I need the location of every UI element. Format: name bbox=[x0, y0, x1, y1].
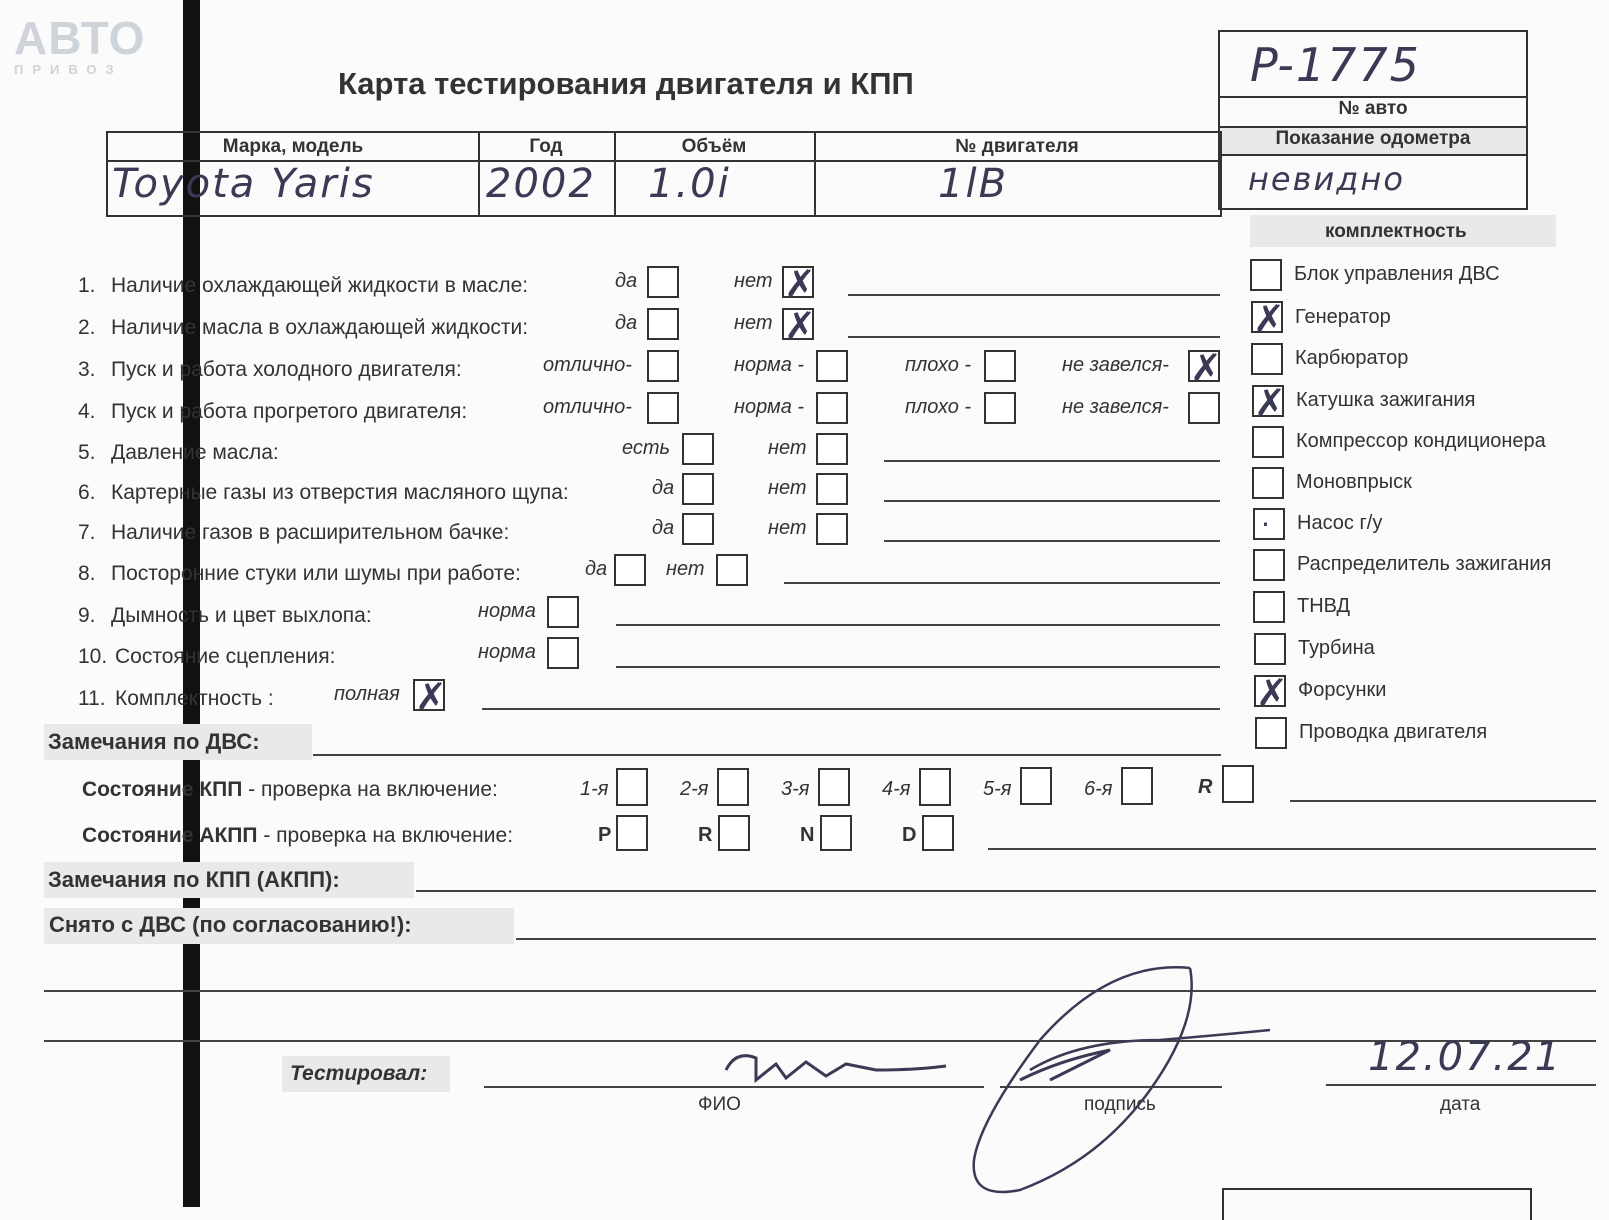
q4-num: 4. bbox=[78, 400, 96, 423]
page-title: Карта тестирования двигателя и КПП bbox=[338, 66, 914, 101]
q9-line bbox=[616, 624, 1220, 626]
comp-label-ignition-coil: Катушка зажигания bbox=[1296, 389, 1476, 411]
kpp-gear-5-label: 5-я bbox=[983, 778, 1012, 800]
value-model: Toyota Yaris bbox=[112, 161, 375, 207]
q2-no-mark: ✗ bbox=[784, 304, 816, 348]
q10-num: 10. bbox=[78, 645, 108, 668]
removed-label-rest: (по согласованию!): bbox=[186, 912, 412, 937]
q4-bad-checkbox[interactable] bbox=[984, 392, 1016, 424]
fio-label: ФИО bbox=[698, 1094, 741, 1115]
q6-opt-no: нет bbox=[768, 477, 807, 499]
q5-num: 5. bbox=[78, 441, 96, 464]
q1-yes-checkbox[interactable] bbox=[647, 266, 679, 298]
q8-num: 8. bbox=[78, 562, 96, 585]
blank-line-1 bbox=[44, 990, 1596, 992]
q10-opt-normal: норма bbox=[478, 641, 536, 663]
comp-label-injectors: Форсунки bbox=[1298, 679, 1387, 701]
comp-label-carburetor: Карбюратор bbox=[1295, 347, 1409, 369]
car-number-value: P-1775 bbox=[1250, 38, 1421, 92]
q4-normal-checkbox[interactable] bbox=[816, 392, 848, 424]
completeness-title: комплектность bbox=[1325, 221, 1467, 242]
q9-text: Дымность и цвет выхлопа: bbox=[111, 604, 372, 627]
odometer-label: Показание одометра bbox=[1275, 128, 1471, 149]
comp-mark-ps-pump: · bbox=[1261, 508, 1270, 541]
engine-remarks-line bbox=[313, 754, 1221, 756]
q4-excellent-checkbox[interactable] bbox=[647, 392, 679, 424]
removed-label-bold: Снято с ДВС bbox=[49, 912, 187, 937]
q7-text: Наличие газов в расширительном бачке: bbox=[111, 521, 510, 544]
q1-text: Наличие охлаждающей жидкости в масле: bbox=[111, 274, 529, 297]
comp-label-ecu: Блок управления ДВС bbox=[1294, 263, 1500, 285]
col-header-volume: Объём bbox=[681, 136, 747, 157]
akpp-mode-p-checkbox[interactable] bbox=[616, 815, 648, 851]
kpp-gear-1-checkbox[interactable] bbox=[616, 768, 648, 806]
akpp-mode-n-checkbox[interactable] bbox=[820, 815, 852, 851]
comp-label-ps-pump: Насос г/у bbox=[1297, 512, 1383, 534]
tester-name-scribble bbox=[716, 1040, 956, 1090]
engine-remarks-label: Замечания по ДВС: bbox=[48, 729, 260, 754]
q11-text: Комплектность : bbox=[115, 687, 274, 710]
comp-checkbox-carburetor[interactable] bbox=[1251, 343, 1283, 375]
date-label: дата bbox=[1440, 1094, 1481, 1115]
kpp-remarks-label: Замечания по КПП (АКПП): bbox=[48, 867, 340, 892]
q8-line bbox=[784, 582, 1220, 584]
comp-mark-generator: ✗ bbox=[1253, 297, 1285, 341]
q7-opt-no: нет bbox=[768, 517, 807, 539]
value-volume: 1.0i bbox=[648, 161, 731, 207]
kpp-gear-r-checkbox[interactable] bbox=[1222, 765, 1254, 803]
q8-opt-no: нет bbox=[666, 558, 705, 580]
comp-checkbox-ecu[interactable] bbox=[1250, 259, 1282, 291]
q5-opt-no: нет bbox=[768, 437, 807, 459]
removed-line bbox=[516, 938, 1596, 940]
kpp-gear-2-checkbox[interactable] bbox=[717, 768, 749, 806]
comp-checkbox-fuel-pump[interactable] bbox=[1253, 591, 1285, 623]
comp-checkbox-mono-injection[interactable] bbox=[1252, 467, 1284, 499]
comp-checkbox-wiring[interactable] bbox=[1255, 717, 1287, 749]
akpp-mode-r-checkbox[interactable] bbox=[718, 815, 750, 851]
akpp-mode-d-label: D bbox=[902, 824, 917, 846]
q7-line bbox=[884, 540, 1220, 542]
q11-opt-full: полная bbox=[334, 683, 400, 705]
q3-excellent-checkbox[interactable] bbox=[647, 350, 679, 382]
logo bbox=[14, 14, 164, 77]
q3-num: 3. bbox=[78, 358, 96, 381]
q7-opt-yes: да bbox=[652, 517, 675, 539]
q3-bad-checkbox[interactable] bbox=[984, 350, 1016, 382]
kpp-label bbox=[82, 778, 498, 802]
kpp-gear-2-label: 2-я bbox=[680, 778, 709, 800]
comp-label-fuel-pump: ТНВД bbox=[1297, 595, 1351, 617]
q6-line bbox=[884, 500, 1220, 502]
logo-main-text: АВТО bbox=[14, 12, 146, 64]
kpp-gear-3-checkbox[interactable] bbox=[818, 768, 850, 806]
q10-normal-checkbox[interactable] bbox=[547, 637, 579, 669]
comp-label-wiring: Проводка двигателя bbox=[1299, 721, 1488, 743]
car-number-box bbox=[1218, 30, 1528, 210]
q7-num: 7. bbox=[78, 521, 96, 544]
akpp-label bbox=[82, 824, 513, 848]
col-header-engine-number: № двигателя bbox=[955, 136, 1079, 157]
tested-label: Тестировал: bbox=[290, 1062, 428, 1085]
sign-label: подпись bbox=[1084, 1094, 1156, 1115]
q4-opt-bad: плохо - bbox=[905, 396, 972, 418]
akpp-mode-d-checkbox[interactable] bbox=[922, 815, 954, 851]
q5-yes-checkbox[interactable] bbox=[682, 433, 714, 465]
q4-opt-no-start: не завелся- bbox=[1062, 396, 1169, 418]
q4-opt-normal: норма - bbox=[734, 396, 805, 418]
comp-checkbox-turbine[interactable] bbox=[1254, 633, 1286, 665]
q8-text: Посторонние стуки или шумы при работе: bbox=[111, 562, 521, 585]
akpp-mode-p-label: P bbox=[598, 824, 612, 846]
q3-opt-normal: норма - bbox=[734, 354, 805, 376]
comp-label-mono-injection: Моновпрыск bbox=[1296, 471, 1412, 493]
col-header-model: Марка, модель bbox=[222, 136, 364, 157]
akpp-line bbox=[988, 848, 1596, 850]
q11-full-mark: ✗ bbox=[415, 675, 447, 719]
kpp-gear-4-label: 4-я bbox=[882, 778, 911, 800]
q2-opt-yes: да bbox=[615, 312, 638, 334]
q4-no-start-checkbox[interactable] bbox=[1188, 392, 1220, 424]
q3-opt-bad: плохо - bbox=[905, 354, 972, 376]
q7-no-checkbox[interactable] bbox=[816, 513, 848, 545]
kpp-gear-r-label: R bbox=[1198, 776, 1213, 798]
q1-no-mark: ✗ bbox=[784, 262, 816, 306]
q3-normal-checkbox[interactable] bbox=[816, 350, 848, 382]
kpp-label-rest: - проверка на включение: bbox=[242, 778, 498, 801]
q7-yes-checkbox[interactable] bbox=[682, 513, 714, 545]
date-value: 12.07.21 bbox=[1368, 1034, 1563, 1080]
akpp-mode-n-label: N bbox=[800, 824, 815, 846]
kpp-gear-6-label: 6-я bbox=[1084, 778, 1113, 800]
q3-text: Пуск и работа холодного двигателя: bbox=[111, 358, 462, 381]
date-line bbox=[1326, 1084, 1596, 1086]
kpp-gear-1-label: 1-я bbox=[580, 778, 609, 800]
kpp-gear-3-label: 3-я bbox=[781, 778, 810, 800]
q9-num: 9. bbox=[78, 604, 96, 627]
akpp-label-rest: - проверка на включение: bbox=[257, 824, 514, 847]
akpp-mode-r-label: R bbox=[698, 824, 713, 846]
q2-num: 2. bbox=[78, 316, 96, 339]
q1-line bbox=[848, 294, 1220, 296]
q5-text: Давление масла: bbox=[111, 441, 279, 464]
kpp-line bbox=[1290, 800, 1596, 802]
comp-checkbox-ac-compressor[interactable] bbox=[1252, 426, 1284, 458]
kpp-gear-6-checkbox[interactable] bbox=[1121, 767, 1153, 805]
q6-num: 6. bbox=[78, 481, 96, 504]
col-header-year: Год bbox=[529, 136, 563, 157]
comp-label-turbine: Турбина bbox=[1298, 637, 1375, 659]
q3-opt-excellent: отлично- bbox=[543, 354, 632, 376]
q9-opt-normal: норма bbox=[478, 600, 536, 622]
q8-yes-checkbox[interactable] bbox=[614, 554, 646, 586]
q3-opt-no-start: не завелся- bbox=[1062, 354, 1169, 376]
q1-num: 1. bbox=[78, 274, 96, 297]
q10-text: Состояние сцепления: bbox=[115, 645, 336, 668]
q5-line bbox=[884, 460, 1220, 462]
kpp-gear-4-checkbox[interactable] bbox=[919, 768, 951, 806]
kpp-label-bold: Состояние КПП bbox=[82, 778, 243, 801]
comp-mark-ignition-coil: ✗ bbox=[1254, 381, 1286, 425]
comp-label-distributor: Распределитель зажигания bbox=[1297, 553, 1552, 575]
q11-num: 11. bbox=[78, 687, 106, 710]
vehicle-table bbox=[106, 131, 1222, 217]
q2-opt-no: нет bbox=[734, 312, 773, 334]
q11-line bbox=[482, 708, 1220, 710]
signature-scribble bbox=[960, 960, 1280, 1207]
odometer-value: невидно bbox=[1248, 160, 1405, 198]
kpp-remarks-line bbox=[416, 890, 1596, 892]
q2-yes-checkbox[interactable] bbox=[647, 308, 679, 340]
q6-no-checkbox[interactable] bbox=[816, 473, 848, 505]
comp-label-generator: Генератор bbox=[1295, 306, 1391, 328]
removed-label bbox=[49, 912, 412, 938]
q8-no-checkbox[interactable] bbox=[716, 554, 748, 586]
q8-opt-yes: да bbox=[585, 558, 608, 580]
q1-opt-no: нет bbox=[734, 270, 773, 292]
q9-normal-checkbox[interactable] bbox=[547, 596, 579, 628]
q10-line bbox=[616, 666, 1220, 668]
comp-checkbox-distributor[interactable] bbox=[1253, 549, 1285, 581]
value-year: 2002 bbox=[486, 161, 596, 207]
car-number-label: № авто bbox=[1338, 98, 1408, 119]
comp-label-ac-compressor: Компрессор кондиционера bbox=[1296, 430, 1546, 452]
q5-no-checkbox[interactable] bbox=[816, 433, 848, 465]
q6-opt-yes: да bbox=[652, 477, 675, 499]
q2-text: Наличие масла в охлаждающей жидкости: bbox=[111, 316, 529, 339]
q1-opt-yes: да bbox=[615, 270, 638, 292]
akpp-label-bold: Состояние АКПП bbox=[82, 824, 258, 847]
comp-mark-injectors: ✗ bbox=[1256, 671, 1288, 715]
q6-text: Картерные газы из отверстия масляного щупа: bbox=[111, 481, 569, 504]
kpp-gear-5-checkbox[interactable] bbox=[1020, 767, 1052, 805]
q5-opt-yes: есть bbox=[622, 437, 671, 459]
q4-text: Пуск и работа прогретого двигателя: bbox=[111, 400, 468, 423]
logo-sub-text: ПРИВОЗ bbox=[14, 62, 123, 77]
q3-no-start-mark: ✗ bbox=[1190, 346, 1222, 390]
q2-line bbox=[848, 336, 1220, 338]
value-engine-number: 1lB bbox=[938, 161, 1009, 207]
bottom-partial-box bbox=[1222, 1188, 1532, 1220]
q6-yes-checkbox[interactable] bbox=[682, 473, 714, 505]
q4-opt-excellent: отлично- bbox=[543, 396, 632, 418]
